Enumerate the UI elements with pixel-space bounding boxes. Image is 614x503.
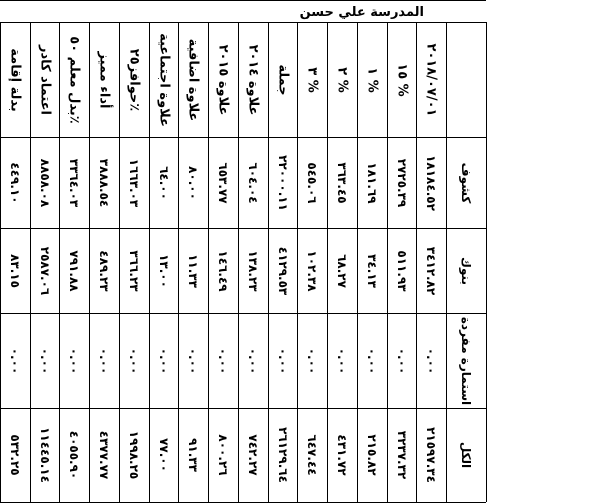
row-label-text: الكل	[459, 441, 473, 469]
value-cell	[149, 313, 178, 408]
header-cell-text: اعتماد كادر	[37, 44, 52, 115]
value-cell-text: ٠.٠٠	[97, 347, 111, 374]
grid-line-vertical	[387, 22, 388, 502]
grid-line-vertical	[30, 22, 31, 502]
value-cell	[268, 137, 297, 228]
grid-line-vertical	[89, 22, 90, 502]
grid-line-vertical	[0, 22, 1, 502]
value-cell	[327, 313, 357, 408]
value-cell-text: ٠.٠٠	[8, 347, 22, 374]
header-cell	[89, 22, 119, 137]
grid-line-horizontal	[0, 313, 486, 314]
value-cell-text: ٢٦١٢٩.٦٤	[275, 427, 290, 483]
value-cell	[208, 228, 238, 313]
value-cell-text: ٣٣٦٤.٠٣	[67, 158, 81, 207]
value-cell-text: ١٦٦٣.٠٣	[127, 158, 141, 207]
value-cell-text: ٣٦٦.٢٣	[127, 249, 141, 292]
value-cell-text: ٢١٥٩٧.٣٤	[424, 427, 438, 483]
header-cell	[416, 22, 446, 137]
value-cell	[89, 228, 119, 313]
header-cell-text: جملة	[275, 63, 290, 96]
value-cell-text: ٦٨.٢٧	[335, 253, 349, 288]
value-cell	[297, 313, 327, 408]
header-cell	[119, 22, 149, 137]
value-cell-text: ٠.٠٠	[186, 347, 200, 374]
header-cell-text: علاوة اجتماعية	[156, 32, 171, 127]
value-cell-text: ٣٦٣.٤٥	[335, 161, 349, 204]
header-cell	[327, 22, 357, 137]
header-cell	[238, 22, 268, 137]
value-cell-text: ٤٨٩.٢٣	[97, 249, 111, 292]
value-cell-text: ٥٣٢.٢٥	[8, 434, 22, 476]
value-cell	[238, 137, 268, 228]
value-cell	[327, 228, 357, 313]
value-cell	[178, 313, 208, 408]
value-cell	[178, 228, 208, 313]
value-cell-text: ٠.٠٠	[156, 347, 171, 374]
value-cell-text: ٢٢٠٠٠.١١	[275, 154, 290, 211]
sheet-title: المدرسة علي حسن	[299, 5, 424, 20]
value-cell	[357, 313, 387, 408]
header-cell-text: بدلة إقامة	[7, 47, 23, 112]
value-cell-text: ٠.٠٠	[365, 347, 379, 374]
row-label-text: بنوك	[459, 256, 473, 285]
grid-line-vertical	[357, 22, 358, 502]
value-cell-text: ١٣٨.٢٣	[246, 249, 260, 292]
header-cell	[149, 22, 178, 137]
value-cell	[59, 408, 89, 502]
row-label	[446, 137, 486, 228]
value-cell-text: ٣٨٨٨.٥٤	[97, 158, 111, 207]
header-cell-text: علاوة ٢٠١٤	[245, 44, 261, 115]
header-cell-text: ٢ %	[334, 66, 350, 93]
value-cell	[149, 137, 178, 228]
header-cell	[0, 22, 30, 137]
value-cell	[387, 408, 416, 502]
grid-line-vertical	[268, 22, 269, 502]
value-cell-text: ٠.٠٠	[37, 347, 52, 374]
value-cell	[30, 137, 59, 228]
value-cell	[0, 313, 30, 408]
grid-line-vertical	[119, 22, 120, 502]
value-cell	[89, 137, 119, 228]
value-cell	[416, 137, 446, 228]
value-cell-text: ١١.٣٣	[186, 253, 200, 288]
row-label	[446, 228, 486, 313]
value-cell-text: ٠.٠٠	[67, 347, 81, 374]
grid-line-horizontal	[0, 137, 486, 138]
value-cell-text: ١٤٦.٤٩	[216, 249, 230, 292]
value-cell	[327, 137, 357, 228]
grid-line-vertical	[178, 22, 179, 502]
header-cell-text: علاوة ٢٠١٥	[215, 44, 231, 115]
value-cell	[119, 228, 149, 313]
value-cell-text: ٣٢٣٧.٣٢	[394, 430, 409, 480]
value-cell	[119, 408, 149, 502]
value-cell-text: ١٣.٠٠	[156, 253, 171, 288]
value-cell	[268, 313, 297, 408]
header-cell-text: حوافز٢٥٪	[126, 48, 142, 111]
value-cell-text: ١٨١٨٤.٥٢	[424, 154, 438, 211]
header-cell	[268, 22, 297, 137]
value-cell	[0, 228, 30, 313]
grid-line-horizontal	[0, 22, 486, 23]
value-cell-text: ١٨١.٦٩	[365, 161, 379, 204]
value-cell-text: ٧٤٢.٢٧	[246, 434, 260, 476]
grid-line-vertical	[238, 22, 239, 502]
value-cell	[149, 408, 178, 502]
value-cell	[416, 228, 446, 313]
value-cell-text: ٠.٠٠	[275, 347, 290, 374]
value-cell	[0, 137, 30, 228]
value-cell	[268, 408, 297, 502]
value-cell-text: ٤٣١.٧٢	[335, 434, 349, 476]
header-cell-text: ١٥ %	[394, 62, 409, 97]
value-cell-text: ٨٠.٠٠	[186, 165, 200, 200]
header-cell-text: علاوة اضافية	[185, 38, 201, 121]
value-cell	[297, 137, 327, 228]
header-cell-text: ٣ %	[304, 66, 320, 93]
value-cell	[297, 408, 327, 502]
header-cell	[30, 22, 59, 137]
value-cell	[387, 313, 416, 408]
row-label	[446, 408, 486, 502]
value-cell	[0, 408, 30, 502]
value-cell-text: ٦٤.٠٠	[156, 165, 171, 200]
value-cell	[238, 408, 268, 502]
value-cell-text: ٠.٠٠	[246, 347, 260, 374]
value-cell	[149, 228, 178, 313]
value-cell-text: ٥١١.٩٣	[394, 249, 409, 292]
value-cell-text: ٦٤٧.٤٤	[305, 434, 319, 476]
value-cell-text: ١٠٢.٣٨	[305, 249, 319, 292]
value-cell	[30, 313, 59, 408]
value-cell-text: ٨٣.١٥	[8, 253, 22, 288]
header-cell	[208, 22, 238, 137]
value-cell-text: ٤٣٧٧.٧٧	[97, 430, 111, 480]
value-cell	[119, 313, 149, 408]
value-cell-text: ٠.٠٠	[335, 347, 349, 374]
value-cell	[59, 137, 89, 228]
grid-line-vertical	[297, 22, 298, 502]
value-cell	[30, 228, 59, 313]
value-cell-text: ٠.٠٠	[305, 347, 319, 374]
value-cell	[208, 137, 238, 228]
value-cell	[238, 313, 268, 408]
value-cell	[416, 408, 446, 502]
value-cell	[297, 228, 327, 313]
grid-line-vertical	[59, 22, 60, 502]
grid-line-horizontal	[0, 0, 486, 1]
value-cell-text: ٣٤١٢.٨٢	[424, 246, 438, 295]
value-cell	[208, 408, 238, 502]
header-cell	[357, 22, 387, 137]
value-cell-text: ٧٩١.٨٨	[67, 249, 81, 292]
header-cell-text: أداء مميز	[96, 51, 112, 108]
grid-line-vertical	[327, 22, 328, 502]
value-cell	[357, 137, 387, 228]
value-cell-text: ١٩٩٨.٢٥	[127, 430, 141, 480]
grid-line-vertical	[149, 22, 150, 502]
value-cell	[387, 228, 416, 313]
value-cell-text: ٩١.٣٣	[186, 438, 200, 472]
value-cell-text: ٦٠٤.٠٤	[246, 161, 260, 204]
value-cell-text: ٢٥٨٧.٠٦	[37, 246, 52, 295]
value-cell	[268, 228, 297, 313]
value-cell-text: ٣٤.١٣	[365, 253, 379, 288]
value-cell-text: ٥٤٥.٠٦	[305, 161, 319, 204]
value-cell-text: ٢٧٢٥.٣٩	[394, 158, 409, 207]
value-cell	[89, 408, 119, 502]
value-cell	[178, 137, 208, 228]
header-cell-text: بدل معلم ٥٠٪	[66, 35, 82, 124]
row-label	[446, 313, 486, 408]
value-cell	[178, 408, 208, 502]
value-cell-text: ٨٠٠.٢٦	[216, 434, 230, 476]
header-cell-text: ١ %	[364, 66, 380, 93]
grid-line-horizontal	[0, 408, 486, 409]
value-cell-text: ١١٤٤٥.١٤	[37, 427, 52, 483]
value-cell	[387, 137, 416, 228]
value-cell-text: ٤٤٩.١٠	[8, 161, 22, 204]
value-cell-text: ٧٧.٠٠	[156, 438, 171, 472]
value-cell	[30, 408, 59, 502]
grid-line-vertical	[208, 22, 209, 502]
value-cell-text: ٤١٢٩.٥٣	[275, 246, 290, 295]
row-label-text: كشوف	[459, 162, 473, 203]
grid-line-vertical	[486, 22, 487, 502]
value-cell	[357, 228, 387, 313]
grid-line-vertical	[446, 22, 447, 502]
value-cell-text: ٨٨٥٨.٠٨	[37, 158, 52, 207]
header-cell	[59, 22, 89, 137]
value-cell-text: ٠.٠٠	[394, 347, 409, 374]
value-cell	[59, 313, 89, 408]
value-cell-text: ٢١٥.٨٢	[365, 434, 379, 476]
value-cell-text: ٠.٠٠	[424, 347, 438, 374]
header-cell	[178, 22, 208, 137]
value-cell-text: ٤٠٥٥.٩٠	[67, 430, 81, 480]
value-cell	[119, 137, 149, 228]
value-cell	[357, 408, 387, 502]
value-cell	[327, 408, 357, 502]
value-cell-text: ٠.٠٠	[216, 347, 230, 374]
header-cell	[297, 22, 327, 137]
value-cell-text: ٦٥٣.٧٧	[216, 161, 230, 204]
header-cell	[387, 22, 416, 137]
grid-line-horizontal	[0, 228, 486, 229]
grid-line-vertical	[416, 22, 417, 502]
value-cell	[208, 313, 238, 408]
value-cell	[59, 228, 89, 313]
value-cell	[416, 313, 446, 408]
value-cell	[238, 228, 268, 313]
header-cell-text: ٢٠١٨/٠٧/٠١	[423, 43, 439, 116]
value-cell	[89, 313, 119, 408]
value-cell-text: ٠.٠٠	[127, 347, 141, 374]
row-label-text: استمارة مفردة	[459, 316, 473, 405]
